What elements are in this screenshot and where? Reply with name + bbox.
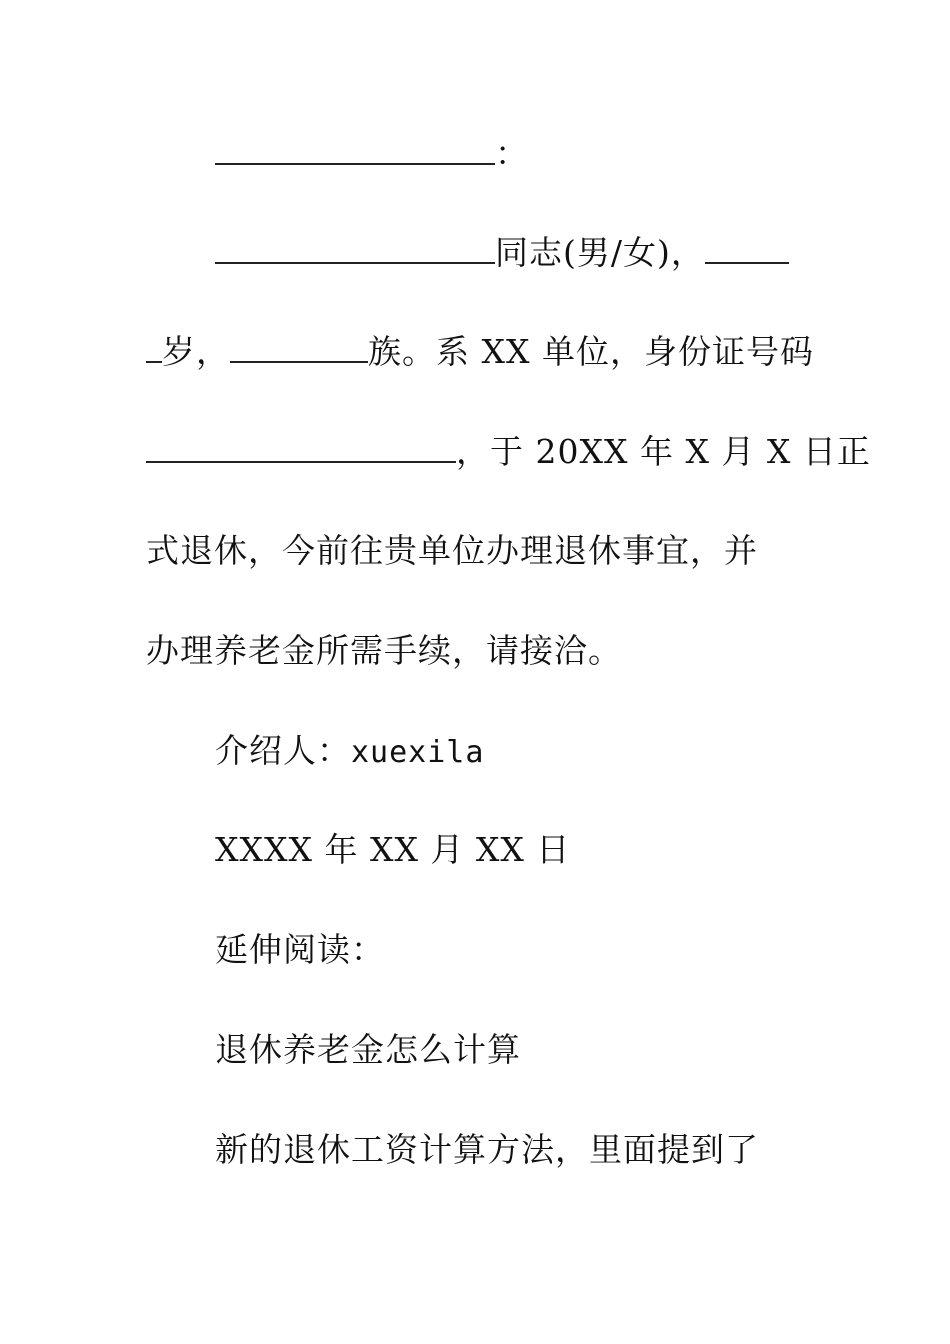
salutation-line xyxy=(215,134,875,174)
extended-reading-text: 新的退休工资计算方法，里面提到了 xyxy=(215,1130,759,1169)
paragraph-line-3 xyxy=(146,432,871,472)
retire-date-text: ，于 20XX 年 X 月 X 日正 xyxy=(456,432,871,471)
age-blank-part2 xyxy=(146,333,162,363)
introducer-name: xuexila xyxy=(351,735,485,770)
letter-date: XXXX 年 XX 月 XX 日 xyxy=(215,830,571,869)
comrade-gender-text: 同志(男/女)， xyxy=(495,233,705,272)
ethnicity-blank xyxy=(230,333,368,363)
paragraph-line-1 xyxy=(215,233,875,273)
introducer-line xyxy=(215,731,875,773)
salutation-colon: ： xyxy=(495,134,529,173)
paragraph-line-5: 办理养老金所需手续，请接洽。 xyxy=(146,631,622,670)
paragraph-line-2 xyxy=(146,332,814,372)
age-text: 岁， xyxy=(162,332,230,371)
name-blank xyxy=(215,234,495,264)
recipient-blank xyxy=(215,135,495,165)
introducer-label: 介绍人： xyxy=(215,731,351,770)
unit-id-text: 族。系 XX 单位，身份证号码 xyxy=(368,332,814,371)
extended-reading-heading: 延伸阅读： xyxy=(215,930,385,969)
paragraph-line-4: 式退休，今前往贵单位办理退休事宜，并 xyxy=(146,531,758,570)
id-number-blank xyxy=(146,433,456,463)
extended-reading-title: 退休养老金怎么计算 xyxy=(215,1030,521,1069)
age-blank-part1 xyxy=(705,234,789,264)
